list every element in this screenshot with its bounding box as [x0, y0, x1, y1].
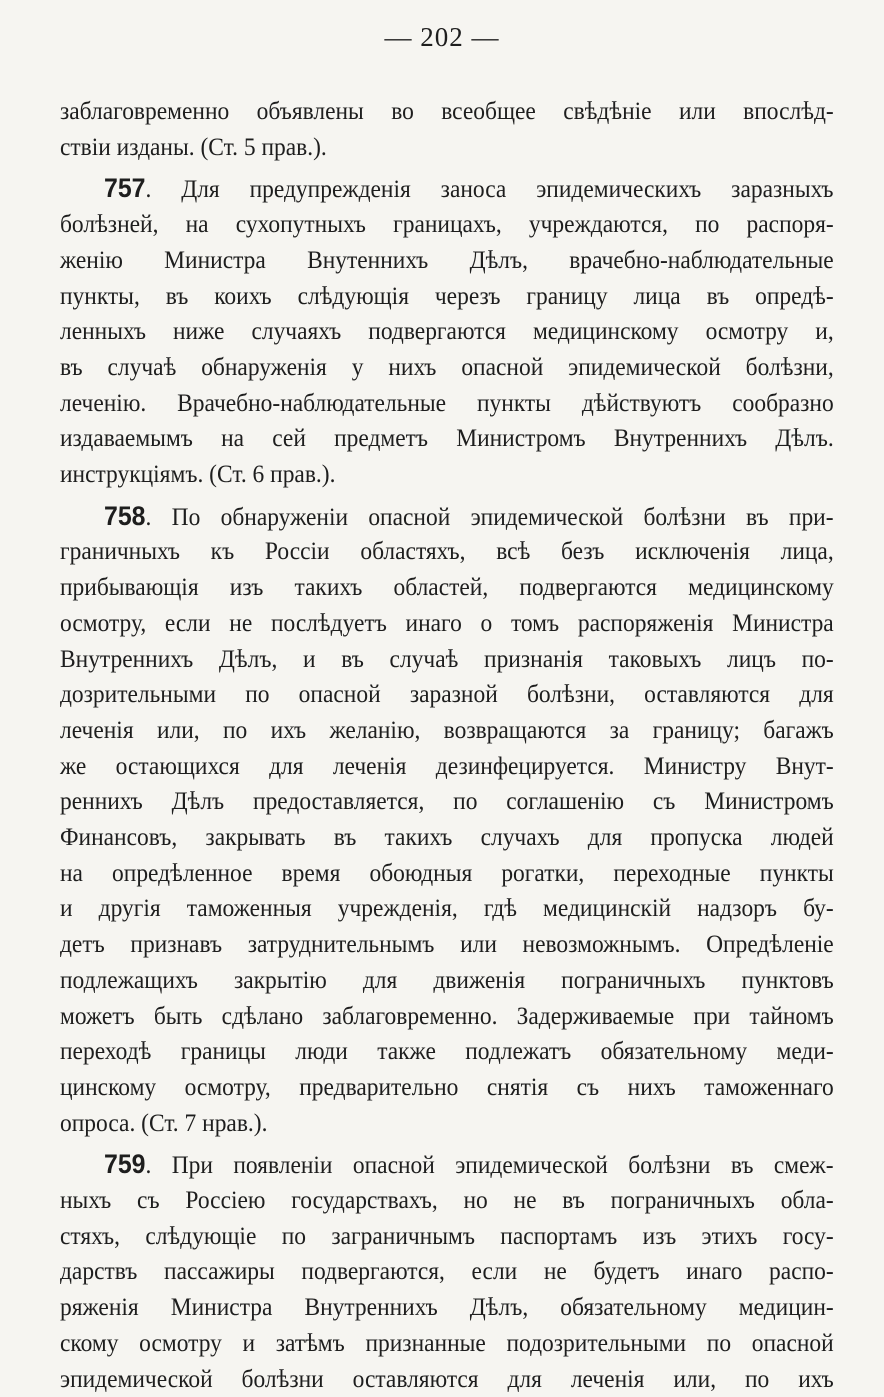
- line-text: же остающихся для леченія дезинфецируется. Министру Внут-: [60, 750, 834, 780]
- line-text: инструкціямъ. (Ст. 6 прав.).: [60, 459, 336, 488]
- article-number: 758: [104, 500, 146, 531]
- text-line: [60, 998, 834, 1034]
- line-text: женію Министра Внутеннихъ Дѣлъ, врачебно-наблюдательные: [60, 244, 834, 274]
- text-line: [60, 676, 834, 712]
- text-line: [60, 855, 834, 891]
- article-first-line: [104, 170, 834, 206]
- text-line: [60, 1033, 834, 1069]
- line-text: стяхъ, слѣдующіе по заграничнымъ паспортамъ изъ этихъ госу-: [60, 1220, 834, 1250]
- text-line: [60, 1182, 834, 1218]
- text-line: [60, 93, 834, 129]
- text-line: [60, 349, 834, 385]
- line-text: и другія таможенныя учрежденія, гдѣ медицинскій надзоръ бу-: [60, 893, 834, 923]
- text-line: [60, 926, 834, 962]
- line-text: леченія или, по ихъ желанію, возвращаются за границу; багажъ: [60, 714, 834, 744]
- text-line: [60, 1069, 834, 1105]
- line-text: . При появленіи опасной эпидемической болѣзни въ смеж-: [145, 1150, 834, 1180]
- text-line: [60, 569, 834, 605]
- text-line: [60, 1289, 834, 1325]
- line-text: осмотру, если не послѣдуетъ инаго о томъ распоряженія Министра: [60, 607, 834, 637]
- text-line: [60, 1105, 834, 1141]
- article-first-line: [104, 498, 834, 534]
- line-text: издаваемымъ на сей предметъ Министромъ Внутреннихъ Дѣлъ.: [60, 423, 834, 453]
- text-line: [60, 605, 834, 641]
- line-text: пункты, въ коихъ слѣдующія черезъ границу лица въ опредѣ-: [60, 280, 834, 310]
- article-first-line: [104, 1146, 834, 1182]
- text-line: [60, 242, 834, 278]
- line-text: прибывающія изъ такихъ областей, подвергаются медицинскому: [60, 572, 834, 602]
- text-line: [60, 1253, 834, 1289]
- line-text: Финансовъ, закрывать въ такихъ случахъ для пропуска людей: [60, 822, 834, 851]
- text-line: [60, 748, 834, 784]
- line-text: . По обнаруженіи опасной эпидемической болѣзни въ при-: [145, 501, 834, 531]
- text-line: [60, 819, 834, 855]
- line-text: граничныхъ къ Россіи областяхъ, всѣ безъ исключенія лица,: [60, 536, 834, 566]
- line-text: детъ признавъ затруднительнымъ или невозможнымъ. Опредѣленіе: [60, 929, 834, 959]
- text-line: [60, 1218, 834, 1254]
- text-line: [60, 456, 834, 492]
- line-text: ленныхъ ниже случаяхъ подвергаются медицинскому осмотру и,: [60, 316, 834, 346]
- line-text: подлежащихъ закрытію для движенія пограничныхъ пунктовъ: [60, 964, 834, 994]
- text-line: [60, 712, 834, 748]
- text-line: [60, 129, 834, 165]
- line-text: леченію. Врачебно-наблюдательные пункты дѣйствуютъ сообразно: [60, 387, 834, 417]
- page-number: — 202 —: [384, 22, 500, 52]
- line-text: . Для предупрежденія заноса эпидемическихъ заразныхъ: [145, 174, 834, 204]
- line-text: скому осмотру и затѣмъ признанные подозрительными по опасной: [60, 1327, 834, 1357]
- text-line: [60, 420, 834, 456]
- line-text: Внутреннихъ Дѣлъ, и въ случаѣ признанія таковыхъ лицъ по-: [60, 643, 834, 673]
- line-text: опроса. (Ст. 7 нрав.).: [60, 1107, 268, 1137]
- line-text: заблаговременно объявлены во всеобщее свѣдѣніе или впослѣд-: [60, 96, 834, 125]
- line-text: дозрительными по опасной заразной болѣзни, оставляются для: [60, 679, 834, 709]
- line-text: эпидемической болѣзни оставляются для леченія или, по ихъ: [60, 1363, 834, 1393]
- text-line: [60, 278, 834, 314]
- line-text: дарствъ пассажиры подвергаются, если не будетъ инаго распо-: [60, 1256, 834, 1286]
- text-line: [60, 641, 834, 677]
- line-text: цинскому осмотру, предварительно снятія съ нихъ таможеннаго: [60, 1071, 834, 1101]
- line-text: болѣзней, на сухопутныхъ границахъ, учреждаются, по распоря-: [60, 209, 834, 239]
- text-line: [60, 385, 834, 421]
- line-text: ряженія Министра Внутреннихъ Дѣлъ, обязательному медицин-: [60, 1292, 834, 1322]
- text-line: [60, 313, 834, 349]
- text-line: [60, 890, 834, 926]
- text-line: [60, 1325, 834, 1361]
- text-line: [60, 533, 834, 569]
- line-text: на опредѣленное время обоюдныя рогатки, переходные пункты: [60, 857, 834, 887]
- line-text: можетъ быть сдѣлано заблаговременно. Задерживаемые при тайномъ: [60, 1000, 834, 1030]
- text-line: [60, 962, 834, 998]
- line-text: въ случаѣ обнаруженія у нихъ опасной эпидемической болѣзни,: [60, 351, 834, 381]
- text-line: [60, 783, 834, 819]
- line-text: ныхъ съ Россіею государствахъ, но не въ пограничныхъ обла-: [60, 1185, 834, 1214]
- line-text: ствіи изданы. (Ст. 5 прав.).: [60, 131, 327, 161]
- text-line: [60, 206, 834, 242]
- article-number: 757: [104, 173, 146, 204]
- line-text: переходѣ границы люди также подлежатъ обязательному меди-: [60, 1036, 834, 1066]
- article-number: 759: [104, 1149, 146, 1180]
- line-text: реннихъ Дѣлъ предоставляется, по соглашенію съ Министромъ: [60, 786, 834, 816]
- text-line: [60, 1361, 834, 1397]
